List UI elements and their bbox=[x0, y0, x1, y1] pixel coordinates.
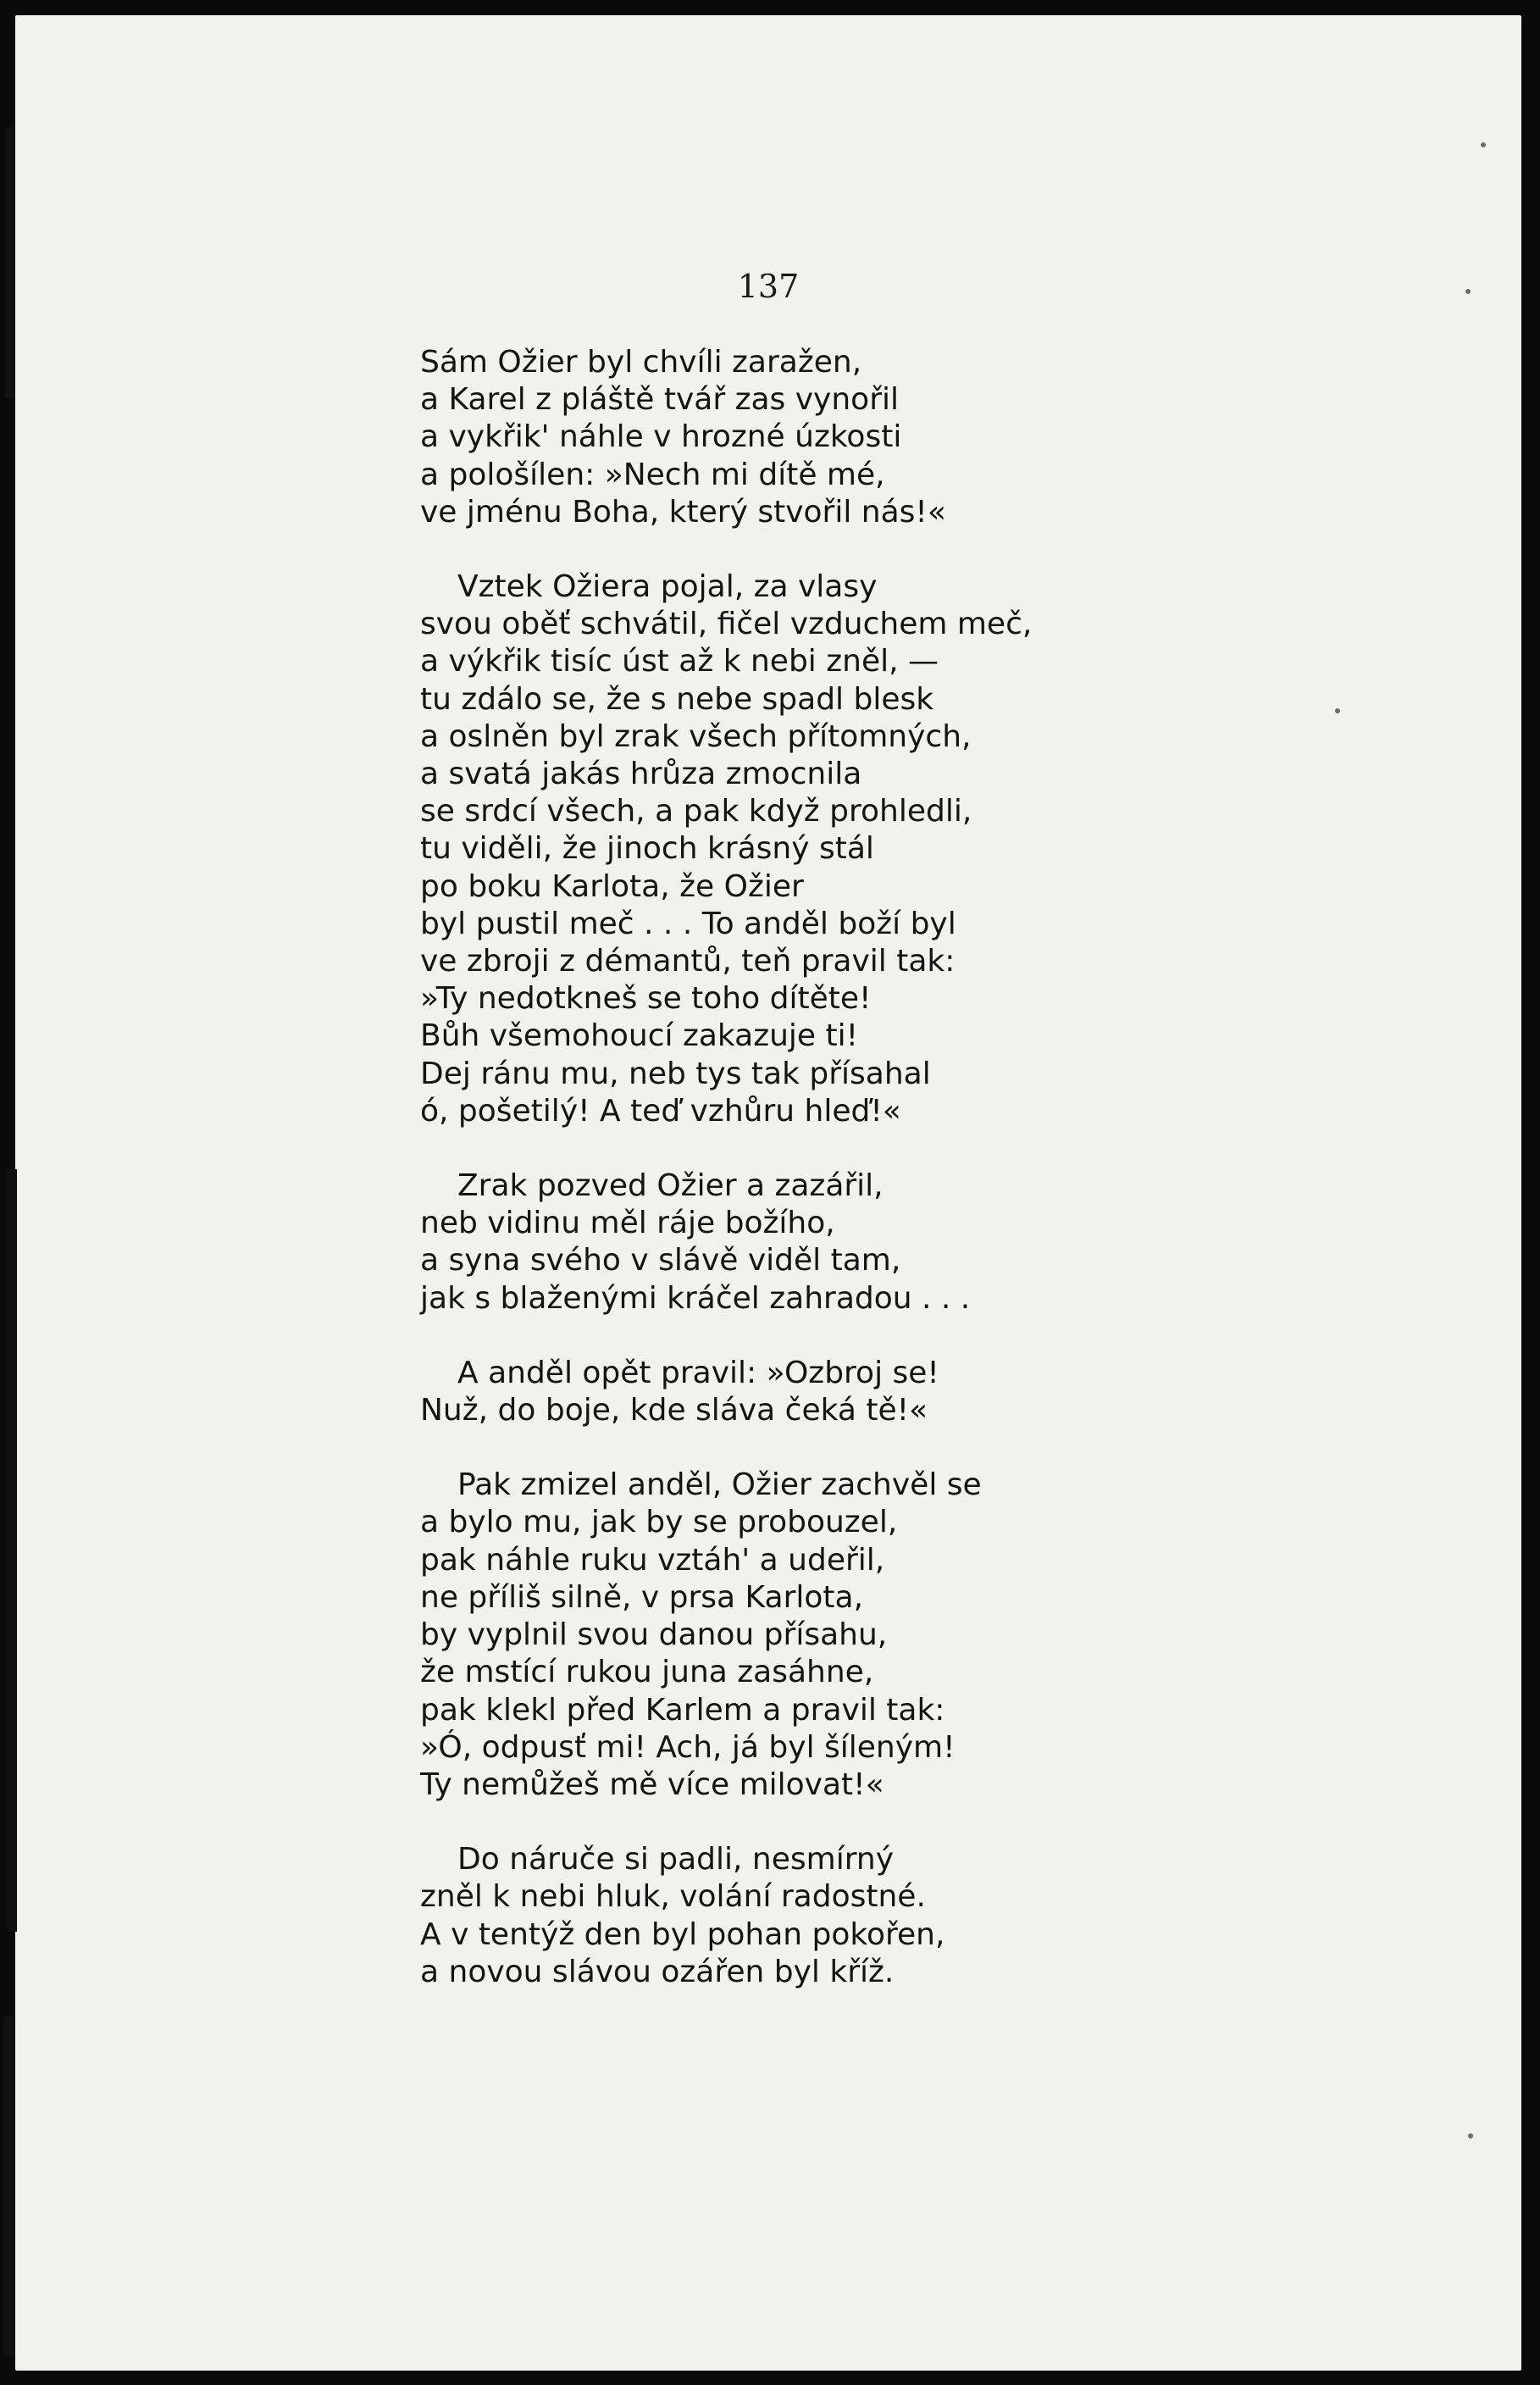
verse-line: ve jménu Boha, který stvořil nás!« bbox=[420, 494, 946, 530]
stanza bbox=[420, 1355, 1352, 1429]
verse-line: byl pustil meč . . . To anděl boží byl bbox=[420, 906, 956, 941]
verse-line: Nuž, do boje, kde sláva čeká tě!« bbox=[420, 1393, 928, 1428]
paper-speck bbox=[1465, 289, 1471, 294]
verse-line: po boku Karlota, že Ožier bbox=[420, 868, 804, 904]
verse-line: a pološílen: »Nech mi dítě mé, bbox=[420, 457, 885, 492]
verse-line: Dej ránu mu, neb tys tak přísahal bbox=[420, 1056, 931, 1091]
verse-line: Ty nemůžeš mě více milovat!« bbox=[420, 1767, 884, 1802]
verse-line: Pak zmizel anděl, Ožier zachvěl se bbox=[457, 1467, 982, 1503]
verse-line: a Karel z pláště tvář zas vynořil bbox=[420, 382, 899, 418]
verse-line: svou oběť schvátil, fičel vzduchem meč, bbox=[420, 607, 1033, 642]
stanza bbox=[420, 344, 1352, 531]
verse-line: a oslněn byl zrak všech přítomných, bbox=[420, 718, 972, 754]
paper-speck bbox=[1481, 142, 1486, 147]
verse-line: pak klekl před Karlem a pravil tak: bbox=[420, 1692, 945, 1728]
verse-line: a svatá jakás hrůza zmocnila bbox=[420, 757, 862, 792]
verse-line: ó, pošetilý! A teď vzhůru hleď!« bbox=[420, 1093, 901, 1129]
verse-line: A anděl opět pravil: »Ozbroj se! bbox=[457, 1355, 939, 1390]
verse-line: Vztek Ožiera pojal, za vlasy bbox=[457, 569, 878, 605]
verse-line: Do náruče si padli, nesmírný bbox=[457, 1842, 895, 1877]
page-number: 137 bbox=[737, 268, 800, 305]
paper-speck bbox=[1335, 708, 1340, 713]
poem-text bbox=[420, 344, 1352, 2028]
verse-line: »Ó, odpusť mi! Ach, já byl šíleným! bbox=[420, 1729, 956, 1765]
verse-line: že mstící rukou juna zasáhne, bbox=[420, 1655, 874, 1690]
verse-line: tu zdálo se, že s nebe spadl blesk bbox=[420, 681, 934, 717]
verse-line: se srdcí všech, a pak když prohledli, bbox=[420, 794, 972, 829]
verse-line: a bylo mu, jak by se probouzel, bbox=[420, 1505, 898, 1540]
verse-line: neb vidinu měl ráje božího, bbox=[420, 1206, 835, 1241]
book-page bbox=[15, 15, 1521, 2371]
binding-edge bbox=[3, 2016, 15, 2355]
stanza bbox=[420, 1467, 1352, 1804]
verse-line: Zrak pozved Ožier a zazářil, bbox=[457, 1168, 884, 1204]
verse-line: ne příliš silně, v prsa Karlota, bbox=[420, 1579, 864, 1615]
verse-line: ve zbroji z démantů, teň pravil tak: bbox=[420, 944, 956, 979]
verse-line: Bůh všemohoucí zakazuje ti! bbox=[420, 1018, 859, 1054]
verse-line: »Ty nedotkneš se toho dítěte! bbox=[420, 981, 872, 1017]
verse-line: a vykřik' náhle v hrozné úzkosti bbox=[420, 419, 902, 455]
binding-edge bbox=[7, 1169, 17, 1932]
verse-line: Sám Ožier byl chvíli zaražen, bbox=[420, 345, 862, 380]
binding-edge bbox=[5, 127, 14, 398]
verse-line: zněl k nebi hluk, volání radostné. bbox=[420, 1879, 926, 1915]
verse-line: a syna svého v slávě viděl tam, bbox=[420, 1243, 901, 1278]
verse-line: tu viděli, že jinoch krásný stál bbox=[420, 831, 874, 867]
verse-line: pak náhle ruku vztáh' a udeřil, bbox=[420, 1542, 885, 1578]
verse-line: a výkřik tisíc úst až k nebi zněl, — bbox=[420, 644, 939, 679]
verse-line: jak s blaženými kráčel zahradou . . . bbox=[420, 1280, 971, 1316]
stanza bbox=[420, 1168, 1352, 1317]
verse-line: A v tentýž den byl pohan pokořen, bbox=[420, 1916, 945, 1952]
verse-line: by vyplnil svou danou přísahu, bbox=[420, 1617, 888, 1653]
verse-line: a novou slávou ozářen byl kříž. bbox=[420, 1954, 895, 1989]
stanza bbox=[420, 1841, 1352, 1991]
scan-border bbox=[1521, 0, 1540, 2385]
paper-speck bbox=[1468, 2133, 1473, 2138]
stanza bbox=[420, 569, 1352, 1130]
